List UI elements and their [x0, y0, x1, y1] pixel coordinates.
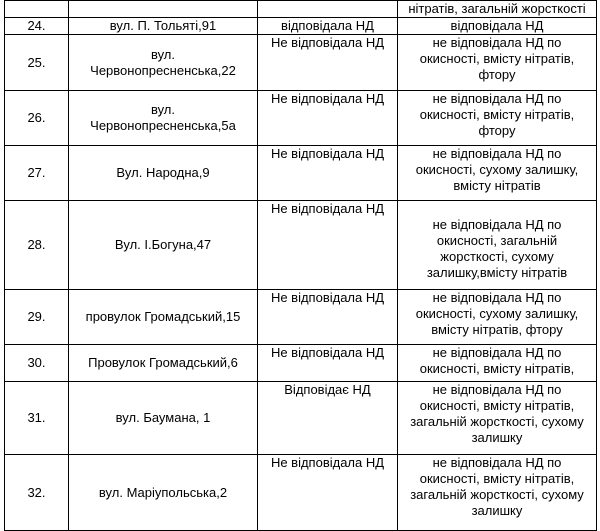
details-line: фтору [478, 123, 516, 138]
address-cell [69, 201, 258, 290]
table-row [5, 455, 597, 531]
address-line: Вул. І.Богуна,47 [114, 237, 212, 252]
address-cell [69, 382, 258, 455]
compliance-details [398, 18, 597, 35]
details-line: вмісту нітратів, фтору [431, 322, 563, 337]
details-line: не відповідала НД по [432, 290, 562, 305]
address-line: вул. Маріупольська,2 [98, 484, 228, 500]
table-row [5, 146, 597, 201]
details-line: фтору [478, 67, 516, 82]
compliance-status: Не відповідала НД [258, 345, 398, 382]
address-line: Червонопресненська,5а [90, 118, 236, 133]
row-number: 26. [5, 91, 69, 146]
details-line: не відповідала НД по [432, 146, 562, 161]
compliance-details [398, 201, 597, 290]
compliance-status: Не відповідала НД [258, 290, 398, 345]
address-line: Провулок Громадський,6 [88, 355, 238, 370]
row-number: 25. [5, 35, 69, 91]
compliance-status: Не відповідала НД [258, 455, 398, 531]
details-line: не відповідала НД по [432, 345, 562, 360]
details-line: окисності, вмісту нітратів, [419, 107, 575, 122]
address-cell [69, 35, 258, 91]
compliance-status [258, 1, 398, 18]
row-number: 27. [5, 146, 69, 201]
compliance-details [398, 91, 597, 146]
compliance-status: Не відповідала НД [258, 35, 398, 91]
address-line: Вул. Народна,9 [116, 165, 210, 180]
compliance-details [398, 345, 597, 382]
compliance-details [398, 35, 597, 91]
water-quality-table [4, 0, 597, 531]
details-line: загальній жорсткості, сухому [410, 414, 584, 429]
compliance-status: Не відповідала НД [258, 146, 398, 201]
details-line: загальній жорсткості, сухому [410, 487, 584, 502]
row-number: 32. [5, 455, 69, 531]
address-cell [69, 18, 258, 35]
details-line: окисності, сухому залишку, [415, 162, 579, 177]
details-line: залишку [471, 430, 523, 445]
compliance-status: Не відповідала НД [258, 201, 398, 290]
row-number: 30. [5, 345, 69, 382]
address-line: вул. Баумана, 1 [115, 410, 211, 425]
address-cell [69, 290, 258, 345]
compliance-status: Не відповідала НД [258, 91, 398, 146]
details-line: окисності, загальній [436, 233, 558, 248]
table-row [5, 18, 597, 35]
row-number: 29. [5, 290, 69, 345]
compliance-details [398, 290, 597, 345]
details-line: вмісту нітратів [453, 178, 541, 193]
address-cell [69, 146, 258, 201]
compliance-status: Відповідає НД [258, 382, 398, 455]
row-number [5, 1, 69, 18]
row-number: 24. [5, 18, 69, 35]
table-row [5, 35, 597, 91]
details-line: не відповідала НД по [432, 382, 562, 397]
details-line: не відповідала НД по [432, 455, 562, 470]
compliance-details [398, 455, 597, 531]
compliance-details [398, 382, 597, 455]
address-cell [69, 1, 258, 18]
address-line: Червонопресненська,22 [90, 62, 236, 78]
table-row [5, 1, 597, 18]
compliance-details [398, 1, 597, 18]
details-line: жорсткості, сухому [440, 249, 554, 264]
details-line: окисності, вмісту нітратів, [419, 398, 575, 413]
details-line: не відповідала НД по [432, 35, 562, 50]
table-row [5, 345, 597, 382]
address-line: вул. П. Тольяті,91 [109, 18, 217, 33]
table-row [5, 201, 597, 290]
details-line: нітратів, загальній жорсткості [408, 1, 586, 16]
compliance-status: відповідала НД [258, 18, 398, 35]
table-row [5, 290, 597, 345]
details-line: окисності, сухому залишку, [415, 306, 579, 321]
details-line: не відповідала НД по [432, 91, 562, 106]
compliance-details [398, 146, 597, 201]
details-line: залишку,вмісту нітратів [426, 265, 568, 280]
details-line: залишку [471, 503, 523, 518]
address-cell [69, 345, 258, 382]
details-line: не відповідала НД по [432, 217, 562, 232]
address-cell [69, 455, 258, 531]
address-line: вул. [150, 46, 176, 62]
address-cell [69, 91, 258, 146]
address-line: провулок Громадський,15 [85, 309, 241, 324]
details-line: окисності, вмісту нітратів, [419, 361, 575, 376]
table-row [5, 382, 597, 455]
details-line: окисності, вмісту нітратів, [419, 51, 575, 66]
details-line: окисності, вмісту нітратів, [419, 471, 575, 486]
address-line: вул. [150, 102, 176, 117]
table-row [5, 91, 597, 146]
details-line: відповідала НД [450, 18, 544, 33]
row-number: 28. [5, 201, 69, 290]
row-number: 31. [5, 382, 69, 455]
table-body [5, 1, 597, 531]
